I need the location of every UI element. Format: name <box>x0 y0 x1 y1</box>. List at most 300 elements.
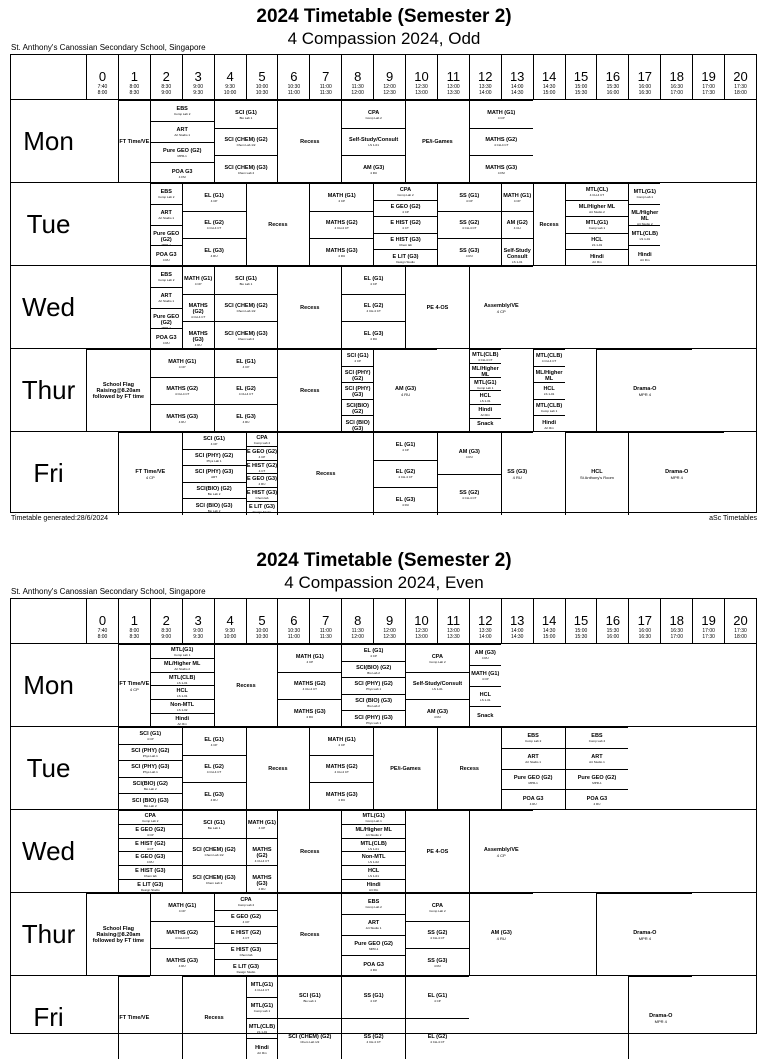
lesson-cell[interactable] <box>182 782 246 810</box>
lesson-group[interactable] <box>341 100 405 183</box>
lesson-cell[interactable] <box>565 183 629 200</box>
lesson-cell[interactable] <box>437 432 501 474</box>
lesson-cell[interactable] <box>182 498 246 515</box>
period-start: 11:00 <box>310 84 341 90</box>
lesson-cell[interactable] <box>565 789 629 810</box>
lesson-cell[interactable] <box>118 976 150 1059</box>
lesson-group[interactable] <box>150 893 214 976</box>
lesson-cell[interactable] <box>533 366 565 383</box>
lesson-group[interactable] <box>405 976 469 1059</box>
lesson-group[interactable] <box>373 183 437 266</box>
lesson-cell[interactable] <box>150 183 182 204</box>
lesson-cell[interactable] <box>628 432 724 515</box>
lesson-cell[interactable] <box>150 162 214 183</box>
lesson-group[interactable] <box>182 183 246 266</box>
lesson-cell[interactable] <box>469 377 501 391</box>
lesson-cell[interactable] <box>150 245 182 266</box>
lesson-group[interactable] <box>118 727 182 810</box>
school-name: St. Anthony's Canossian Secondary School, Singapore <box>11 587 206 596</box>
lesson-subject: EBS <box>502 733 565 739</box>
lesson-cell[interactable] <box>246 460 278 474</box>
lesson-cell[interactable] <box>469 810 533 893</box>
lesson-cell[interactable] <box>118 793 182 810</box>
lesson-cell[interactable] <box>501 238 533 266</box>
lesson-cell[interactable] <box>469 155 533 183</box>
lesson-room: Art Studio 2 <box>629 222 660 224</box>
lesson-cell[interactable] <box>246 1018 278 1039</box>
lesson-group[interactable] <box>469 100 533 183</box>
lesson-cell[interactable] <box>182 321 214 349</box>
lesson-cell[interactable] <box>182 727 246 755</box>
lesson-cell[interactable] <box>246 1038 278 1059</box>
lesson-cell[interactable] <box>437 474 501 516</box>
lesson-group[interactable] <box>214 266 278 349</box>
lesson-room: 4 CH-4 CT <box>310 226 373 230</box>
lesson-cell[interactable] <box>469 390 501 404</box>
lesson-cell[interactable] <box>405 810 469 893</box>
lesson-cell[interactable] <box>469 418 501 432</box>
lesson-cell[interactable] <box>214 155 278 183</box>
lesson-subject: CPA <box>406 903 469 909</box>
lesson-cell[interactable] <box>246 997 278 1018</box>
lesson-group[interactable] <box>182 266 214 349</box>
lesson-cell[interactable] <box>373 233 437 250</box>
lesson-cell[interactable] <box>501 789 565 810</box>
lesson-cell[interactable] <box>150 893 214 921</box>
lesson-cell[interactable] <box>565 249 629 266</box>
lesson-group[interactable] <box>341 810 405 893</box>
lesson-group[interactable] <box>373 432 437 515</box>
day-name: Wed <box>11 810 86 892</box>
lesson-cell[interactable] <box>182 482 246 499</box>
lesson-group[interactable] <box>150 644 214 727</box>
lesson-cell[interactable] <box>341 349 373 366</box>
period-end: 16:30 <box>629 634 660 640</box>
lesson-room: LS 1-01 <box>342 874 405 878</box>
lesson-group[interactable] <box>246 810 278 893</box>
lesson-cell[interactable] <box>341 935 405 956</box>
lesson-room: 4 CH-4 CT <box>470 358 501 362</box>
lesson-cell[interactable] <box>341 661 405 678</box>
lesson-cell[interactable] <box>182 266 214 294</box>
lesson-cell[interactable] <box>277 432 373 515</box>
lesson-cell[interactable] <box>341 266 405 294</box>
lesson-cell[interactable] <box>150 308 182 329</box>
lesson-group[interactable] <box>150 183 182 266</box>
lesson-cell[interactable] <box>341 914 405 935</box>
lesson-cell[interactable] <box>628 183 660 204</box>
lesson-group[interactable] <box>341 644 405 727</box>
lesson-cell[interactable] <box>341 128 405 156</box>
lesson-cell[interactable] <box>469 686 501 707</box>
lesson-room: 4 RU <box>183 343 214 347</box>
lesson-cell[interactable] <box>341 415 373 432</box>
lesson-cell[interactable] <box>437 183 501 211</box>
lesson-cell[interactable] <box>246 473 278 487</box>
lesson-cell[interactable] <box>565 432 629 515</box>
lesson-cell[interactable] <box>565 727 629 748</box>
lesson-cell[interactable] <box>118 810 182 824</box>
lesson-group[interactable] <box>501 727 565 810</box>
lesson-cell[interactable] <box>150 266 182 287</box>
lesson-cell[interactable] <box>182 183 246 211</box>
lesson-cell[interactable] <box>373 727 437 810</box>
lesson-cell[interactable] <box>341 955 405 976</box>
lesson-cell[interactable] <box>277 699 341 727</box>
lesson-group[interactable] <box>341 893 405 976</box>
lesson-cell[interactable] <box>341 810 405 824</box>
period-start: 9:30 <box>215 84 246 90</box>
lesson-cell[interactable] <box>214 377 278 405</box>
lesson-cell[interactable] <box>118 865 182 879</box>
lesson-cell[interactable] <box>341 976 405 1018</box>
lesson-cell[interactable] <box>373 216 437 233</box>
page-subtitle: 4 Compassion 2024, Odd <box>0 29 768 49</box>
lesson-group[interactable] <box>246 976 278 1059</box>
lesson-cell[interactable] <box>277 810 341 893</box>
lesson-room: Comp Lab 2 <box>374 193 437 197</box>
lesson-cell[interactable] <box>469 706 501 727</box>
lesson-cell[interactable] <box>341 879 405 893</box>
lesson-cell[interactable] <box>437 211 501 239</box>
lesson-cell[interactable] <box>150 142 214 163</box>
period-start: 13:00 <box>438 628 469 634</box>
lesson-group[interactable] <box>309 183 373 266</box>
lesson-group[interactable] <box>469 349 501 432</box>
period-start: 15:00 <box>566 84 597 90</box>
lesson-cell[interactable] <box>373 183 437 200</box>
lesson-cell[interactable] <box>501 183 533 211</box>
lesson-cell[interactable] <box>405 893 469 921</box>
lesson-cell[interactable] <box>533 183 565 266</box>
lesson-cell[interactable] <box>118 760 182 777</box>
lesson-cell[interactable] <box>118 838 182 852</box>
lesson-group[interactable] <box>469 644 501 727</box>
lesson-cell[interactable] <box>341 694 405 711</box>
lesson-cell[interactable] <box>341 100 405 128</box>
period-end: 11:00 <box>278 90 309 96</box>
lesson-cell[interactable] <box>118 744 182 761</box>
lesson-cell[interactable] <box>118 100 150 183</box>
lesson-cell[interactable] <box>246 501 278 515</box>
lesson-cell[interactable] <box>405 266 469 349</box>
lesson-cell[interactable] <box>150 699 214 713</box>
lesson-cell[interactable] <box>565 200 629 217</box>
lesson-cell[interactable] <box>150 672 214 686</box>
lesson-group[interactable] <box>118 810 182 893</box>
lesson-cell[interactable] <box>246 727 310 810</box>
lesson-group[interactable] <box>341 266 405 349</box>
lesson-cell[interactable] <box>277 349 341 432</box>
lesson-subject: ML/Higher ML <box>534 370 565 382</box>
lesson-cell[interactable] <box>533 349 565 366</box>
lesson-cell[interactable] <box>628 245 660 266</box>
lesson-cell[interactable] <box>469 404 501 418</box>
lesson-cell[interactable] <box>214 910 278 927</box>
lesson-group[interactable] <box>246 432 278 515</box>
lesson-cell[interactable] <box>405 921 469 949</box>
lesson-cell[interactable] <box>373 432 437 460</box>
lesson-cell[interactable] <box>182 865 246 893</box>
lesson-cell[interactable] <box>277 893 341 976</box>
lesson-cell[interactable] <box>501 748 565 769</box>
lesson-cell[interactable] <box>214 349 278 377</box>
lesson-cell[interactable] <box>277 644 341 672</box>
lesson-cell[interactable] <box>150 404 214 432</box>
lesson-group[interactable] <box>277 976 341 1059</box>
lesson-cell[interactable] <box>341 294 405 322</box>
lesson-cell[interactable] <box>182 449 246 466</box>
lesson-cell[interactable] <box>469 893 533 976</box>
lesson-cell[interactable] <box>309 238 373 266</box>
period-start: 15:30 <box>597 628 628 634</box>
lesson-room: 4 RU <box>401 392 410 397</box>
lesson-cell[interactable] <box>628 204 660 225</box>
lesson-cell[interactable] <box>118 644 150 727</box>
lesson-cell[interactable] <box>214 128 278 156</box>
lesson-group[interactable] <box>214 100 278 183</box>
lesson-cell[interactable] <box>277 672 341 700</box>
lesson-cell[interactable] <box>341 399 373 416</box>
lesson-group[interactable] <box>405 644 469 727</box>
lesson-cell[interactable] <box>118 824 182 838</box>
lesson-cell[interactable] <box>182 810 246 838</box>
lesson-cell[interactable] <box>341 710 405 727</box>
lesson-room: MPR-1 <box>566 781 629 785</box>
lesson-cell[interactable] <box>118 727 182 744</box>
lesson-cell[interactable] <box>86 349 150 432</box>
lesson-cell[interactable] <box>182 211 246 239</box>
lesson-cell[interactable] <box>596 349 692 432</box>
lesson-cell[interactable] <box>214 266 278 294</box>
lesson-cell[interactable] <box>150 121 214 142</box>
lesson-cell[interactable] <box>501 769 565 790</box>
lesson-cell[interactable] <box>118 432 182 515</box>
lesson-cell[interactable] <box>309 183 373 211</box>
lesson-subject: MTL(CLB) <box>534 403 565 409</box>
lesson-cell[interactable] <box>437 727 501 810</box>
lesson-cell[interactable] <box>150 349 214 377</box>
lesson-cell[interactable] <box>405 672 469 700</box>
lesson-cell[interactable] <box>214 926 278 943</box>
lesson-group[interactable] <box>182 810 246 893</box>
lesson-group[interactable] <box>150 349 214 432</box>
lesson-cell[interactable] <box>565 233 629 250</box>
lesson-group[interactable] <box>533 349 565 432</box>
lesson-subject: E GEO (G2) <box>119 827 182 833</box>
lesson-cell[interactable] <box>118 851 182 865</box>
lesson-cell[interactable] <box>150 287 182 308</box>
lesson-group[interactable] <box>565 727 629 810</box>
lesson-cell[interactable] <box>341 644 405 661</box>
lesson-cell[interactable] <box>565 769 629 790</box>
lesson-cell[interactable] <box>469 349 501 363</box>
lesson-cell[interactable] <box>150 100 214 121</box>
period-start: 7:40 <box>87 84 118 90</box>
lesson-cell[interactable] <box>214 893 278 910</box>
lesson-cell[interactable] <box>309 755 373 783</box>
lesson-cell[interactable] <box>182 838 246 866</box>
lesson-cell[interactable] <box>341 824 405 838</box>
lesson-cell[interactable] <box>150 204 182 225</box>
lesson-group[interactable] <box>628 183 660 266</box>
lesson-cell[interactable] <box>533 415 565 432</box>
lesson-cell[interactable] <box>501 432 533 515</box>
lesson-cell[interactable] <box>182 238 246 266</box>
day-row-tue <box>11 726 756 809</box>
lesson-cell[interactable] <box>405 976 469 1018</box>
lesson-cell[interactable] <box>373 249 437 266</box>
generated-note: Timetable generated:28/6/2024 <box>11 515 108 522</box>
lesson-cell[interactable] <box>469 644 501 665</box>
lesson-cell[interactable] <box>214 100 278 128</box>
lesson-cell[interactable] <box>118 777 182 794</box>
lesson-cell[interactable] <box>246 432 278 446</box>
lesson-cell[interactable] <box>277 266 341 349</box>
lesson-subject: Recess <box>268 766 287 772</box>
lesson-group[interactable] <box>565 183 629 266</box>
lesson-cell[interactable] <box>565 748 629 769</box>
lesson-group[interactable] <box>501 183 533 266</box>
lesson-cell[interactable] <box>341 155 405 183</box>
lesson-group[interactable] <box>437 432 501 515</box>
lesson-group[interactable] <box>309 727 373 810</box>
lesson-group[interactable] <box>182 432 246 515</box>
lesson-cell[interactable] <box>565 216 629 233</box>
lesson-group[interactable] <box>182 727 246 810</box>
lesson-cell[interactable] <box>246 810 278 838</box>
lesson-cell[interactable] <box>341 865 405 879</box>
lesson-cell[interactable] <box>150 377 214 405</box>
lesson-cell[interactable] <box>373 200 437 217</box>
lesson-cell[interactable] <box>628 225 660 246</box>
lesson-cell[interactable] <box>150 658 214 672</box>
lesson-group[interactable] <box>277 644 341 727</box>
lesson-subject: Self-Study/Consult <box>342 137 405 143</box>
lesson-cell[interactable] <box>405 644 469 672</box>
lesson-group[interactable] <box>341 349 373 432</box>
lesson-cell[interactable] <box>86 893 150 976</box>
period-number: 12 <box>470 613 501 628</box>
lesson-cell[interactable] <box>341 838 405 852</box>
lesson-subject: EL (G1) <box>342 648 405 654</box>
lesson-cell[interactable] <box>341 366 373 383</box>
lesson-cell[interactable] <box>182 755 246 783</box>
lesson-cell[interactable] <box>246 487 278 501</box>
lesson-cell[interactable] <box>628 976 692 1059</box>
lesson-cell[interactable] <box>246 865 278 893</box>
lesson-cell[interactable] <box>309 782 373 810</box>
lesson-cell[interactable] <box>182 976 246 1059</box>
lesson-cell[interactable] <box>182 294 214 322</box>
period-header <box>341 55 373 99</box>
lesson-cell[interactable] <box>341 382 373 399</box>
lesson-cell[interactable] <box>214 644 278 727</box>
lesson-cell[interactable] <box>246 446 278 460</box>
lesson-cell[interactable] <box>309 211 373 239</box>
lesson-cell[interactable] <box>341 851 405 865</box>
lesson-group[interactable] <box>150 100 214 183</box>
lesson-cell[interactable] <box>214 404 278 432</box>
lesson-cell[interactable] <box>246 183 310 266</box>
lesson-cell[interactable] <box>277 976 341 1018</box>
lesson-cell[interactable] <box>596 893 692 976</box>
lesson-cell[interactable] <box>150 948 214 976</box>
lesson-cell[interactable] <box>405 699 469 727</box>
lesson-group[interactable] <box>405 893 469 976</box>
lesson-group[interactable] <box>214 893 278 976</box>
lesson-cell[interactable] <box>341 893 405 914</box>
lesson-cell[interactable] <box>469 363 501 377</box>
lesson-cell[interactable] <box>373 487 437 515</box>
lesson-cell[interactable] <box>341 677 405 694</box>
lesson-cell[interactable] <box>150 328 182 349</box>
lesson-subject: Snack <box>470 713 501 719</box>
lesson-cell[interactable] <box>469 100 533 128</box>
lesson-cell[interactable] <box>214 959 278 976</box>
lesson-group[interactable] <box>150 266 182 349</box>
lesson-cell[interactable] <box>118 879 182 893</box>
lesson-cell[interactable] <box>533 399 565 416</box>
lesson-cell[interactable] <box>150 921 214 949</box>
lesson-cell[interactable] <box>501 211 533 239</box>
lesson-cell[interactable] <box>182 465 246 482</box>
lesson-cell[interactable] <box>469 128 533 156</box>
lesson-cell[interactable] <box>150 713 214 727</box>
period-number: 6 <box>278 69 309 84</box>
period-header <box>150 599 182 643</box>
lesson-cell[interactable] <box>405 100 469 183</box>
lesson-cell[interactable] <box>373 460 437 488</box>
lesson-cell[interactable] <box>501 727 565 748</box>
lesson-cell[interactable] <box>150 225 182 246</box>
lesson-subject: SS (G1) <box>342 993 405 999</box>
lesson-cell[interactable] <box>469 266 533 349</box>
lesson-cell[interactable] <box>277 100 341 183</box>
lesson-cell[interactable] <box>214 294 278 322</box>
lesson-cell[interactable] <box>309 727 373 755</box>
lesson-cell[interactable] <box>373 349 437 432</box>
lesson-room: 4 CT <box>119 847 182 851</box>
lesson-group[interactable] <box>437 183 501 266</box>
lesson-group[interactable] <box>214 349 278 432</box>
lesson-cell[interactable] <box>437 238 501 266</box>
lesson-cell[interactable] <box>341 321 405 349</box>
lesson-cell[interactable] <box>533 382 565 399</box>
lesson-subject: Recess <box>268 222 287 228</box>
lesson-cell[interactable] <box>469 665 501 686</box>
lesson-cell[interactable] <box>150 644 214 658</box>
lesson-cell[interactable] <box>214 321 278 349</box>
period-start: 10:00 <box>247 84 278 90</box>
lesson-subject: CPA <box>374 187 437 193</box>
period-number: 14 <box>534 613 565 628</box>
lesson-cell[interactable] <box>214 943 278 960</box>
lesson-subject: SCI (PHY) (G2) <box>183 453 246 459</box>
period-header <box>692 55 724 99</box>
lesson-room: Phys Lab 1 <box>183 459 246 463</box>
lesson-subject: Drama-O <box>665 469 688 475</box>
period-end: 17:00 <box>661 634 692 640</box>
lesson-cell[interactable] <box>150 685 214 699</box>
period-number: 6 <box>278 613 309 628</box>
lesson-cell[interactable] <box>246 838 278 866</box>
lesson-cell[interactable] <box>246 976 278 997</box>
lesson-cell[interactable] <box>182 432 246 449</box>
lesson-cell[interactable] <box>405 948 469 976</box>
period-start: 9:30 <box>215 628 246 634</box>
lesson-group[interactable] <box>341 976 405 1059</box>
